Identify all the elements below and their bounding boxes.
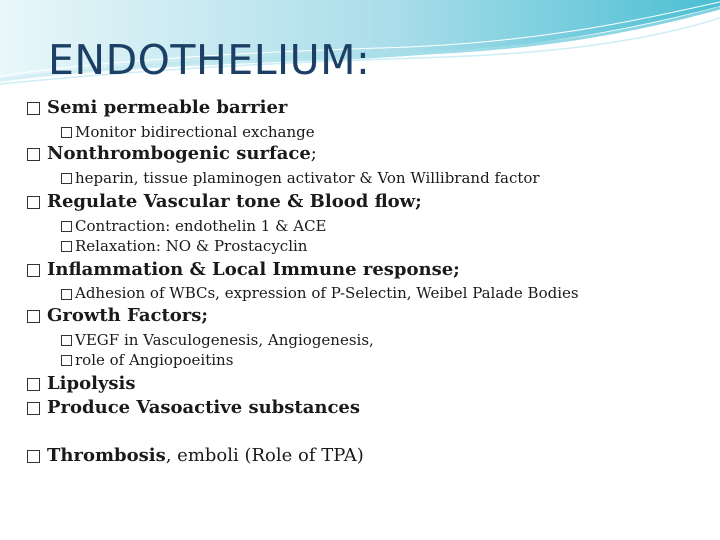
bullet-text: Lipolysis [47,373,136,394]
square-bullet-icon [61,173,72,184]
square-bullet-icon [27,102,40,115]
square-bullet-icon [61,335,72,346]
sub-bullet-relaxation [27,236,697,256]
bullet-text: Growth Factors; [47,305,209,326]
bullet-text: Inflammation & Local Immune response; [47,259,460,280]
bullet-text-rest: , emboli (Role of TPA) [165,445,364,466]
square-bullet-icon [27,148,40,161]
sub-bullet-text: VEGF in Vasculogenesis, Angiogenesis, [75,331,374,349]
square-bullet-icon [27,402,40,415]
square-bullet-icon [61,221,72,232]
square-bullet-icon [61,355,72,366]
bullet-nonthrombogenic-surface [27,142,697,166]
bullet-text: Semi permeable barrier [47,97,288,118]
square-bullet-icon [27,310,40,323]
sub-bullet-adhesion [27,284,595,302]
square-bullet-icon [27,264,40,277]
bullet-regulate-vascular-tone [27,190,697,214]
sub-bullet-text: Monitor bidirectional exchange [75,123,315,141]
bullet-list [27,96,697,468]
square-bullet-icon [61,289,72,300]
bullet-vasoactive-substances [27,396,697,420]
square-bullet-icon [61,127,72,138]
bullet-text-rest: ; [310,143,317,164]
bullet-text: Produce Vasoactive substances [47,397,360,418]
sub-bullet-text: Contraction: endothelin 1 & ACE [75,217,327,235]
bullet-text: Nonthrombogenic surface [47,143,311,164]
square-bullet-icon [27,378,40,391]
bullet-thrombosis [27,444,697,468]
sub-bullet-text: Adhesion of WBCs, expression of P-Selectin, Weibel Palade Bodies [75,284,579,302]
sub-bullet-text: heparin, tissue plaminogen activator & Von Willibrand factor [75,169,540,187]
sub-bullet-heparin [27,168,697,188]
sub-bullet-angiopoeitins [27,350,697,370]
square-bullet-icon [27,450,40,463]
slide-title: ENDOTHELIUM: [48,36,371,84]
bullet-text: Thrombosis [47,445,166,466]
sub-bullet-vegf [27,330,697,350]
sub-bullet-contraction [27,216,697,236]
bullet-lipolysis [27,372,697,396]
sub-bullet-text: Relaxation: NO & Prostacyclin [75,237,308,255]
square-bullet-icon [61,241,72,252]
bullet-semi-permeable-barrier [27,96,697,120]
square-bullet-icon [27,196,40,209]
sub-bullet-monitor-exchange [27,122,697,142]
bullet-growth-factors [27,304,697,328]
sub-bullet-text: role of Angiopoeitins [75,351,234,369]
bullet-text: Regulate Vascular tone & Blood flow; [47,191,422,212]
bullet-inflammation [27,258,697,282]
